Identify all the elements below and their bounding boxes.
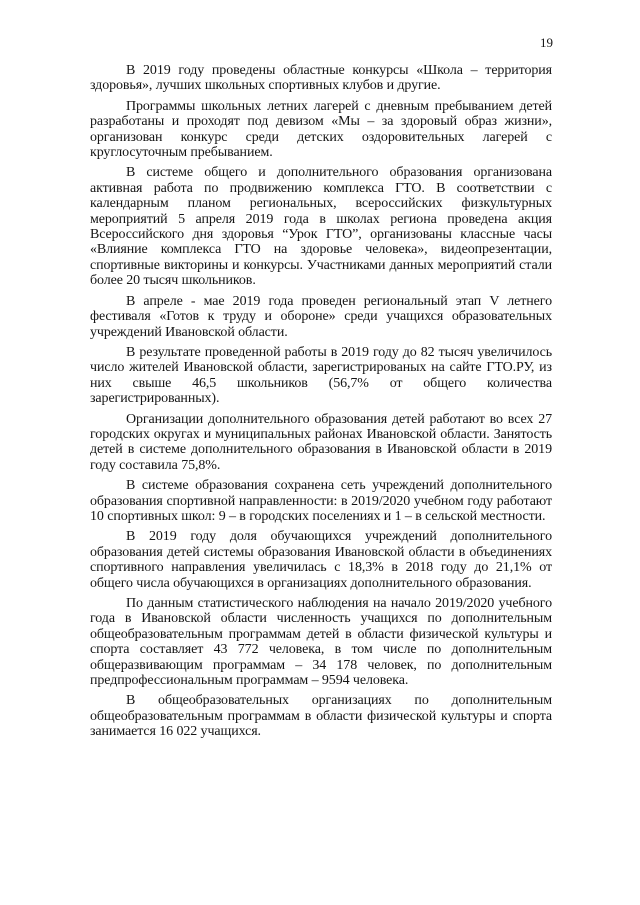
paragraph-general-education: В общеобразовательных организациях по дополнительным общеобразовательным программам в области физической культуры и спорта занимается 16 022 учащихся.	[90, 693, 552, 740]
paragraph-gto-registration: В результате проведенной работы в 2019 году до 82 тысяч увеличилось число жителей Ивановской области, зарегистрированых на сайте ГТО.РУ, из них свыше 46,5 школьников (56,7% от общего количества зарегистрированных).	[90, 344, 552, 407]
paragraph-contests: В 2019 году проведены областные конкурсы «Школа – территория здоровья», лучших школьных спортивных клубов и другие.	[90, 63, 552, 94]
paragraph-sports-share: В 2019 году доля обучающихся учреждений дополнительного образования детей системы образования Ивановской области в объединениях спортивного направления увеличилась с 18,3% в 2018 году до 21,1% от общего числа обучающихся в организациях дополнительного образования.	[90, 529, 552, 591]
paragraph-statistics: По данным статистического наблюдения на начало 2019/2020 учебного года в Ивановской области численность учащихся по дополнительным общеобразовательным программам детей в области физической культуры и спорта составляет 43 772 человека, в том числе по дополнительным общеразвивающим программам – 34 178 человек, по дополнительным предпрофессиональным программам – 9594 человека.	[90, 596, 552, 689]
paragraph-gto-festival: В апреле - мае 2019 года проведен региональный этап V летнего фестиваля «Готов к труду и обороне» среди учащихся образовательных учреждений Ивановской области.	[90, 293, 552, 340]
page-number: 19	[540, 35, 553, 50]
paragraph-summer-camps: Программы школьных летних лагерей с дневным пребыванием детей разработаны и проходят под девизом «Мы – за здоровый образ жизни», организован конкурс среди детских оздоровительных лагерей с круглосуточным пребыванием.	[90, 98, 552, 161]
paragraph-sports-schools: В системе образования сохранена сеть учреждений дополнительного образования спортивной направленности: в 2019/2020 учебном году работают 10 спортивных школ: 9 – в городских поселениях и 1 – в сельской местности.	[90, 478, 552, 524]
body-text	[90, 63, 552, 745]
paragraph-additional-education: Организации дополнительного образования детей работают во всех 27 городских округах и муниципальных районах Ивановской области. Занятость детей в системе дополнительного образования в Ивановской области в 2019 году составила 75,8%.	[90, 411, 552, 473]
paragraph-gto-promotion: В системе общего и дополнительного образования организована активная работа по продвижению комплекса ГТО. В соответствии с календарным планом региональных, всероссийских физкультурных мероприятий 5 апреля 2019 года в школах региона проведена акция Всероссийского дня здоровья “Урок ГТО”, организованы классные часы «Влияние комплекса ГТО на здоровье человека», видеопрезентации, спортивные викторины и конкурсы. Участниками данных мероприятий стали более 20 тысяч школьников.	[90, 165, 552, 289]
